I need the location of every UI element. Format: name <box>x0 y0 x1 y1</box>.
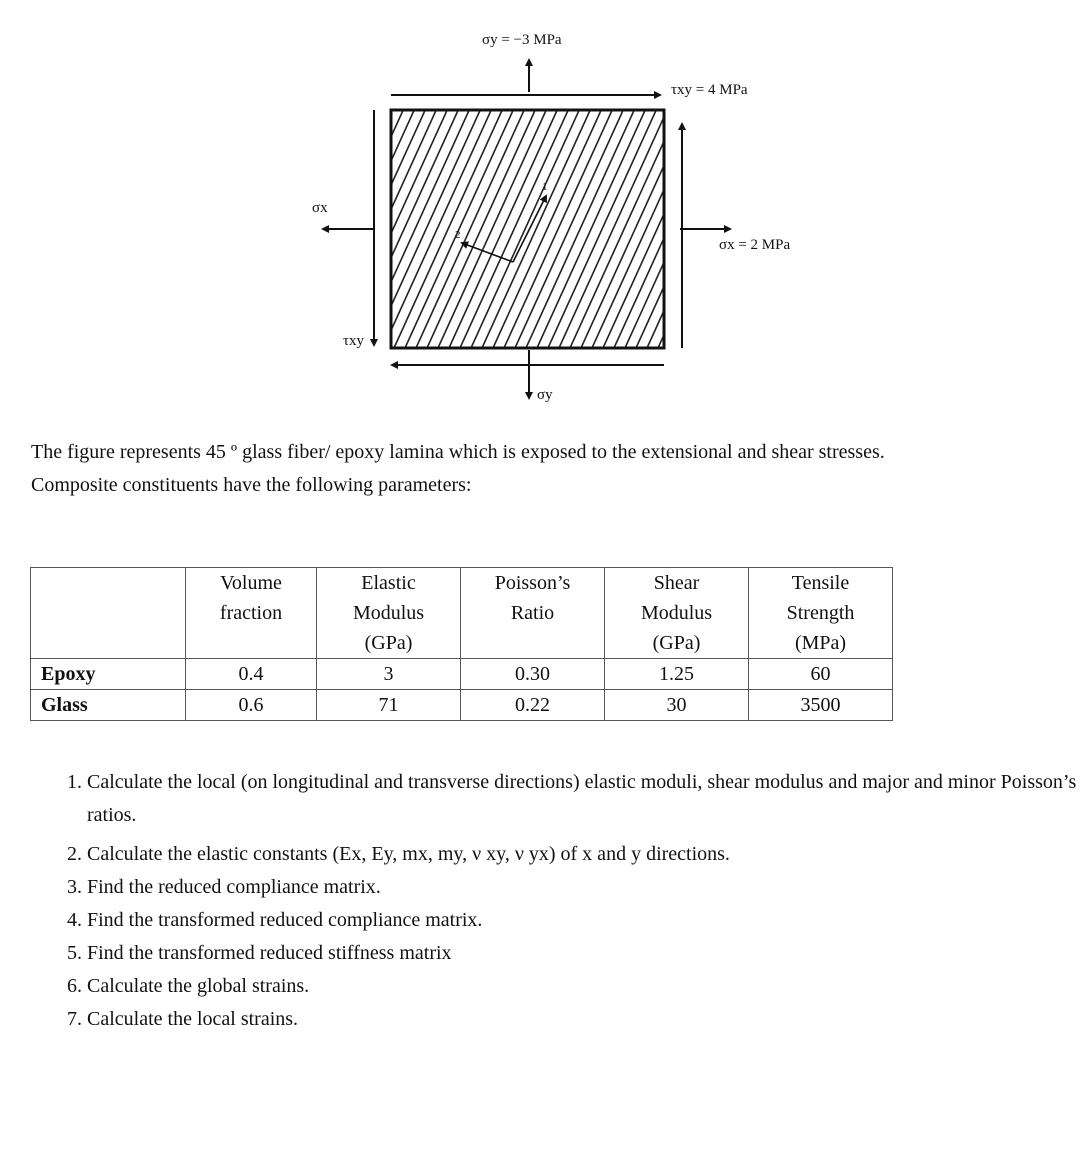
fiber-line <box>361 110 469 348</box>
table-cell: 3 <box>317 659 461 690</box>
table-row <box>31 659 893 690</box>
task-item: 4. Find the transformed reduced compliance matrix. <box>87 904 1077 937</box>
fiber-line <box>581 110 689 348</box>
header-elastic-modulus: Elastic Modulus (GPa) <box>317 568 461 659</box>
table-row <box>31 690 893 721</box>
fiber-line <box>570 110 678 348</box>
row-name-epoxy: Epoxy <box>31 659 186 690</box>
table-cell: 0.22 <box>461 690 605 721</box>
table-cell: 0.4 <box>186 659 317 690</box>
fiber-line <box>449 110 557 348</box>
header-volume-fraction: Volume fraction <box>186 568 317 659</box>
sigma-y-bottom-label: σy <box>537 387 553 403</box>
table-cell: 30 <box>605 690 749 721</box>
fiber-line <box>559 110 667 348</box>
fiber-line <box>493 110 601 348</box>
task-item: 5. Find the transformed reduced stiffness matrix <box>87 937 1077 970</box>
table-cell: 60 <box>749 659 893 690</box>
fiber-line <box>427 110 535 348</box>
table-cell: 71 <box>317 690 461 721</box>
fiber-line <box>515 110 623 348</box>
problem-intro <box>31 436 1061 502</box>
task-list <box>62 766 1077 1036</box>
fiber-line <box>526 110 634 348</box>
header-shear-modulus: Shear Modulus (GPa) <box>605 568 749 659</box>
row-name-glass: Glass <box>31 690 186 721</box>
header-poisson-ratio: Poisson’s Ratio <box>461 568 605 659</box>
intro-line-1: The figure represents 45 º glass fiber/ epoxy lamina which is exposed to the extensional and shear stresses. <box>31 441 885 463</box>
table-cell: 0.30 <box>461 659 605 690</box>
tau-xy-right-label: τxy = 4 MPa <box>671 82 748 98</box>
fiber-line <box>504 110 612 348</box>
header-tensile-strength: Tensile Strength (MPa) <box>749 568 893 659</box>
constituents-table <box>30 567 893 721</box>
fiber-line <box>537 110 645 348</box>
intro-line-2: Composite constituents have the following parameters: <box>31 474 472 496</box>
fiber-line <box>548 110 656 348</box>
fiber-line <box>394 110 502 348</box>
task-item: 1. Calculate the local (on longitudinal and transverse directions) elastic moduli, shear modulus and major and minor Poisson’s ratios. <box>87 766 1077 832</box>
sigma-x-right-label: σx = 2 MPa <box>719 237 791 253</box>
fiber-line <box>416 110 524 348</box>
task-item: 2. Calculate the elastic constants (Ex, Ey, mx, my, ν xy, ν yx) of x and y directions. <box>87 838 1077 871</box>
fiber-line <box>482 110 590 348</box>
table-cell: 1.25 <box>605 659 749 690</box>
task-item: 7. Calculate the local strains. <box>87 1003 1077 1036</box>
task-item: 6. Calculate the global strains. <box>87 970 1077 1003</box>
fiber-line <box>372 110 480 348</box>
axis-1-label: 1 <box>542 181 548 193</box>
table-cell: 3500 <box>749 690 893 721</box>
header-empty <box>31 568 186 659</box>
axis-2-label: 2 <box>455 229 461 241</box>
fiber-line <box>383 110 491 348</box>
table-cell: 0.6 <box>186 690 317 721</box>
tau-xy-left-label: τxy <box>343 333 365 349</box>
stress-element-figure <box>0 0 1080 430</box>
task-item: 3. Find the reduced compliance matrix. <box>87 871 1077 904</box>
sigma-x-left-label: σx <box>312 200 328 216</box>
fiber-line <box>460 110 568 348</box>
fiber-line <box>471 110 579 348</box>
table-header-row <box>31 568 893 659</box>
sigma-y-top-label: σy = −3 MPa <box>482 32 562 48</box>
